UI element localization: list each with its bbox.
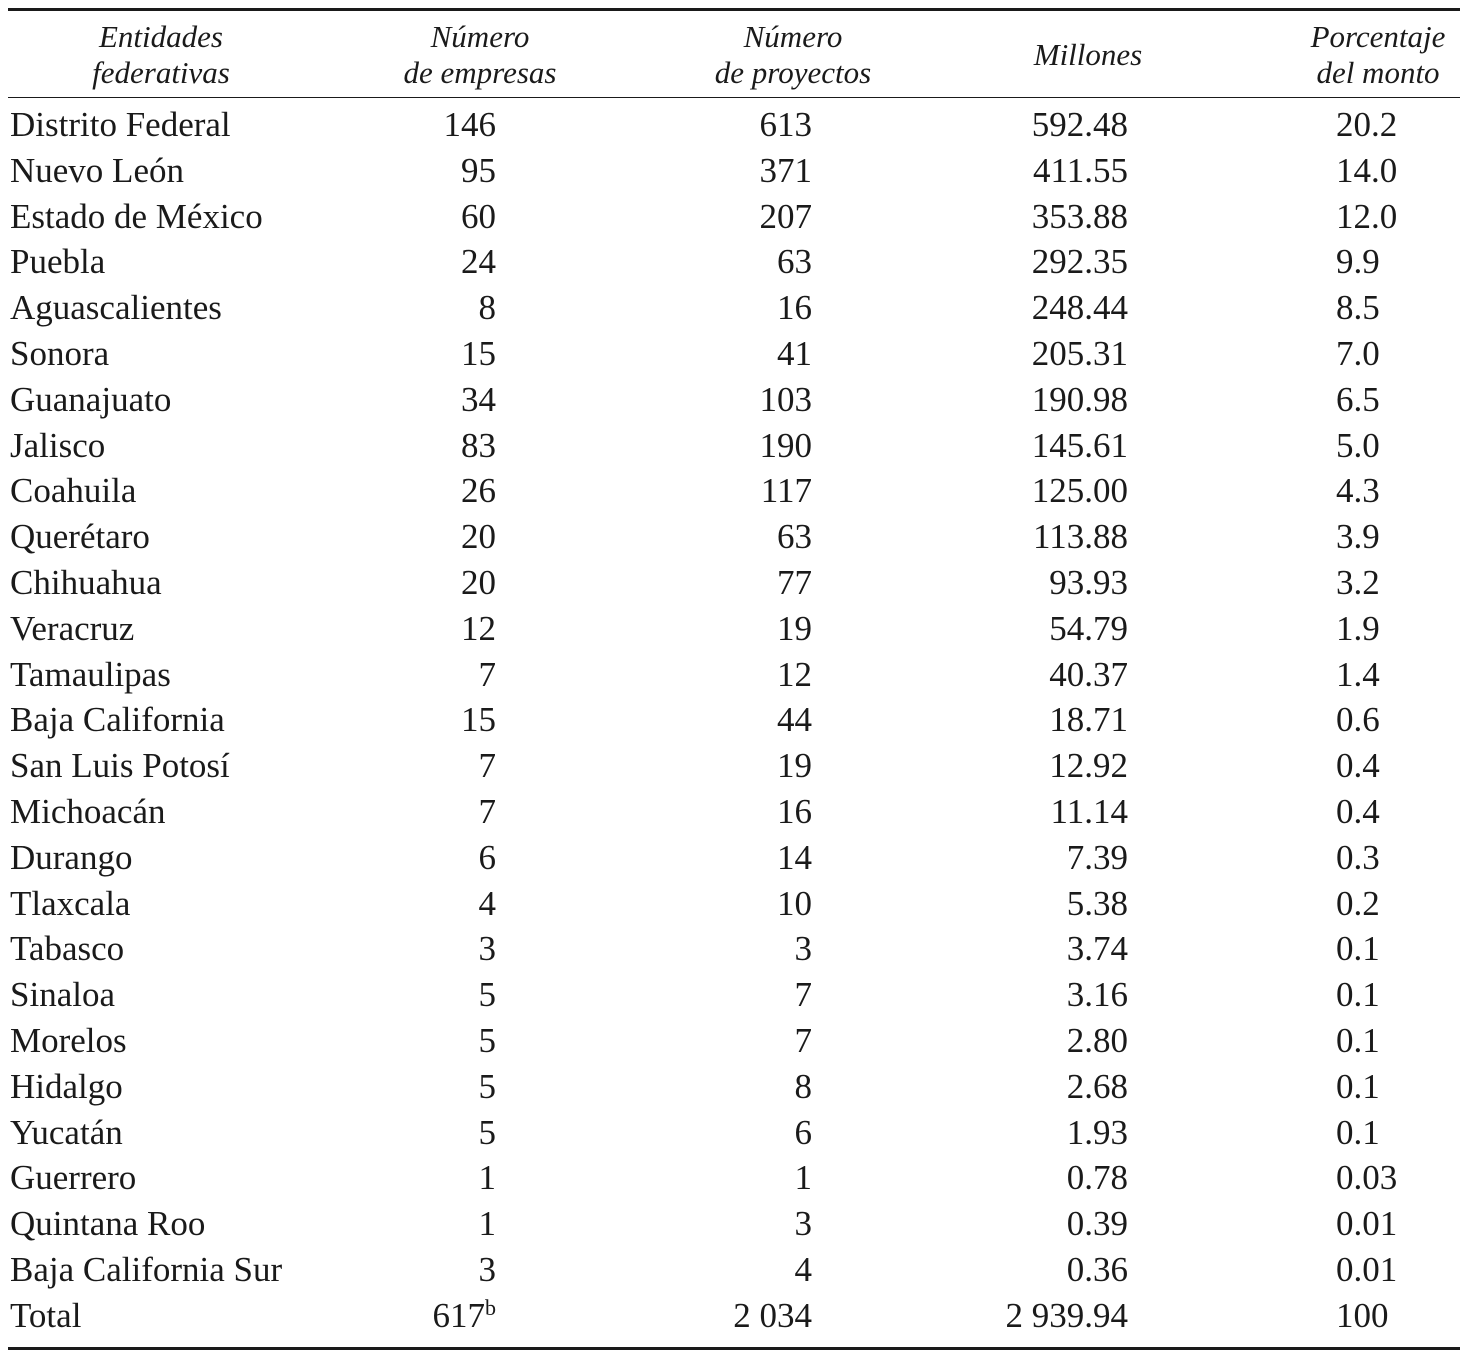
table-row <box>8 560 1460 606</box>
cell-millones: 11.14 <box>1050 791 1128 831</box>
cell-empresas: 4 <box>478 883 496 923</box>
cell-empresas: 95 <box>461 150 496 190</box>
cell-porcentaje: 0.6 <box>1336 700 1380 740</box>
cell-millones: 3.74 <box>1066 929 1128 969</box>
cell-porcentaje: 0.3 <box>1336 837 1380 877</box>
cell-entidad: Coahuila <box>10 471 137 511</box>
cell-porcentaje: 0.01 <box>1336 1249 1398 1289</box>
table-row <box>8 1018 1460 1064</box>
cell-millones: 145.61 <box>1031 425 1128 465</box>
cell-empresas: 20 <box>461 562 496 602</box>
cell-entidad: Jalisco <box>10 425 106 465</box>
cell-porcentaje: 0.1 <box>1336 1020 1380 1060</box>
footnote-marker: b <box>485 1294 496 1320</box>
cell-empresas: 146 <box>443 105 496 144</box>
table-row <box>8 1201 1460 1247</box>
cell-millones: 292.35 <box>1031 242 1128 282</box>
cell-proyectos: 63 <box>777 517 812 557</box>
cell-empresas: 7 <box>478 654 496 694</box>
cell-porcentaje: 0.1 <box>1336 1066 1380 1106</box>
cell-entidad: Michoacán <box>10 791 166 831</box>
cell-proyectos: 3 <box>794 1204 812 1244</box>
cell-porcentaje: 20.2 <box>1336 105 1398 144</box>
cell-proyectos: 4 <box>794 1249 812 1289</box>
total-label: Total <box>10 1295 82 1335</box>
total-row <box>8 1293 1460 1339</box>
cell-empresas: 15 <box>461 700 496 740</box>
cell-empresas: 83 <box>461 425 496 465</box>
cell-empresas: 7 <box>478 791 496 831</box>
cell-entidad: Hidalgo <box>10 1066 123 1106</box>
cell-millones: 411.55 <box>1033 150 1128 190</box>
cell-empresas: 3 <box>478 1249 496 1289</box>
cell-entidad: Querétaro <box>10 517 150 557</box>
cell-porcentaje: 1.4 <box>1336 654 1380 694</box>
cell-porcentaje: 0.01 <box>1336 1204 1398 1244</box>
cell-porcentaje: 3.2 <box>1336 562 1380 602</box>
cell-proyectos: 77 <box>777 562 812 602</box>
cell-entidad: Guanajuato <box>10 379 172 419</box>
table-body <box>8 98 1460 1293</box>
cell-proyectos: 16 <box>777 288 812 328</box>
cell-porcentaje: 0.1 <box>1336 975 1380 1015</box>
table-row <box>8 331 1460 377</box>
cell-empresas: 5 <box>478 1066 496 1106</box>
cell-porcentaje: 9.9 <box>1336 242 1380 282</box>
header-empresas: Número de empresas <box>403 19 557 90</box>
cell-entidad: Sinaloa <box>10 975 115 1015</box>
cell-millones: 353.88 <box>1031 196 1128 236</box>
cell-entidad: Guerrero <box>10 1158 137 1198</box>
cell-millones: 7.39 <box>1066 837 1128 877</box>
cell-proyectos: 1 <box>794 1158 812 1198</box>
header-millones: Millones <box>1033 37 1143 72</box>
cell-entidad: Yucatán <box>10 1112 123 1152</box>
table-row <box>8 1064 1460 1110</box>
cell-millones: 54.79 <box>1049 608 1128 648</box>
table-row <box>8 743 1460 789</box>
cell-entidad: Estado de México <box>10 196 263 236</box>
cell-empresas: 26 <box>461 471 496 511</box>
table-row <box>8 514 1460 560</box>
cell-millones: 18.71 <box>1049 700 1128 740</box>
cell-proyectos: 371 <box>759 150 812 190</box>
cell-empresas: 5 <box>478 975 496 1015</box>
cell-porcentaje: 6.5 <box>1336 379 1380 419</box>
cell-porcentaje: 5.0 <box>1336 425 1380 465</box>
cell-porcentaje: 0.2 <box>1336 883 1380 923</box>
cell-empresas: 3 <box>478 929 496 969</box>
cell-empresas: 5 <box>478 1112 496 1152</box>
table-row <box>8 102 1460 148</box>
cell-millones: 190.98 <box>1031 379 1128 419</box>
table-row <box>8 377 1460 423</box>
total-porcentaje: 100 <box>1336 1295 1389 1335</box>
cell-empresas: 15 <box>461 333 496 373</box>
cell-millones: 1.93 <box>1066 1112 1128 1152</box>
cell-entidad: Morelos <box>10 1020 127 1060</box>
data-table <box>8 8 1460 1350</box>
cell-entidad: Tlaxcala <box>10 883 131 923</box>
table-row <box>8 881 1460 927</box>
cell-proyectos: 207 <box>759 196 812 236</box>
cell-proyectos: 14 <box>777 837 812 877</box>
cell-entidad: Nuevo León <box>10 150 184 190</box>
cell-entidad: Distrito Federal <box>10 105 231 144</box>
cell-empresas: 6 <box>478 837 496 877</box>
bottom-rule <box>8 1347 1460 1350</box>
cell-proyectos: 613 <box>759 105 812 144</box>
total-millones: 2 939.94 <box>1005 1295 1128 1335</box>
cell-millones: 592.48 <box>1031 105 1128 144</box>
cell-millones: 3.16 <box>1066 975 1128 1015</box>
cell-proyectos: 19 <box>777 746 812 786</box>
header-porcentaje: Porcentaje del monto <box>1310 19 1446 90</box>
table-row <box>8 789 1460 835</box>
cell-empresas: 24 <box>461 242 496 282</box>
cell-proyectos: 8 <box>794 1066 812 1106</box>
cell-porcentaje: 14.0 <box>1336 150 1398 190</box>
cell-porcentaje: 0.1 <box>1336 929 1380 969</box>
cell-millones: 248.44 <box>1031 288 1128 328</box>
header-proyectos: Número de proyectos <box>714 19 872 90</box>
cell-millones: 12.92 <box>1049 746 1128 786</box>
cell-empresas: 60 <box>461 196 496 236</box>
cell-proyectos: 10 <box>777 883 812 923</box>
total-proyectos: 2 034 <box>733 1295 812 1335</box>
cell-empresas: 1 <box>478 1204 496 1244</box>
cell-millones: 2.80 <box>1066 1020 1128 1060</box>
cell-empresas: 12 <box>461 608 496 648</box>
cell-entidad: Chihuahua <box>10 562 162 602</box>
cell-entidad: Quintana Roo <box>10 1204 206 1244</box>
cell-millones: 0.39 <box>1066 1204 1128 1244</box>
cell-millones: 2.68 <box>1066 1066 1128 1106</box>
table-row <box>8 697 1460 743</box>
cell-millones: 125.00 <box>1031 471 1128 511</box>
cell-proyectos: 19 <box>777 608 812 648</box>
cell-proyectos: 190 <box>759 425 812 465</box>
cell-porcentaje: 0.1 <box>1336 1112 1380 1152</box>
cell-millones: 0.78 <box>1066 1158 1128 1198</box>
cell-proyectos: 63 <box>777 242 812 282</box>
cell-millones: 113.88 <box>1033 517 1128 557</box>
cell-proyectos: 41 <box>777 333 812 373</box>
cell-millones: 0.36 <box>1066 1249 1128 1289</box>
cell-entidad: Baja California <box>10 700 225 740</box>
cell-empresas: 7 <box>478 746 496 786</box>
table-header <box>8 11 1460 97</box>
cell-entidad: Veracruz <box>10 608 135 648</box>
cell-porcentaje: 7.0 <box>1336 333 1380 373</box>
cell-entidad: Aguascalientes <box>10 288 222 328</box>
table-row <box>8 285 1460 331</box>
cell-empresas: 34 <box>461 379 496 419</box>
table-row <box>8 835 1460 881</box>
cell-proyectos: 7 <box>794 1020 812 1060</box>
cell-porcentaje: 0.4 <box>1336 746 1380 786</box>
cell-porcentaje: 4.3 <box>1336 471 1380 511</box>
table-row <box>8 652 1460 698</box>
cell-entidad: Baja California Sur <box>10 1249 283 1289</box>
cell-empresas: 5 <box>478 1020 496 1060</box>
table-row <box>8 148 1460 194</box>
total-empresas: 617$^b$ <box>432 1294 496 1335</box>
cell-entidad: Tabasco <box>10 929 125 969</box>
table-row <box>8 468 1460 514</box>
cell-millones: 40.37 <box>1049 654 1128 694</box>
cell-porcentaje: 12.0 <box>1336 196 1398 236</box>
cell-proyectos: 12 <box>777 654 812 694</box>
cell-entidad: Sonora <box>10 333 110 373</box>
cell-proyectos: 6 <box>794 1112 812 1152</box>
cell-porcentaje: 0.4 <box>1336 791 1380 831</box>
cell-proyectos: 117 <box>760 471 812 511</box>
cell-entidad: Durango <box>10 837 133 877</box>
cell-empresas: 8 <box>478 288 496 328</box>
cell-proyectos: 44 <box>777 700 812 740</box>
cell-entidad: Puebla <box>10 242 106 282</box>
cell-proyectos: 7 <box>794 975 812 1015</box>
cell-porcentaje: 1.9 <box>1336 608 1380 648</box>
cell-proyectos: 3 <box>794 929 812 969</box>
table-row <box>8 1155 1460 1201</box>
table-row <box>8 1247 1460 1293</box>
cell-millones: 93.93 <box>1049 562 1128 602</box>
cell-entidad: San Luis Potosí <box>10 746 230 786</box>
cell-entidad: Tamaulipas <box>10 654 171 694</box>
cell-millones: 5.38 <box>1066 883 1128 923</box>
table-row <box>8 194 1460 240</box>
cell-porcentaje: 0.03 <box>1336 1158 1398 1198</box>
cell-porcentaje: 8.5 <box>1336 288 1380 328</box>
cell-proyectos: 103 <box>759 379 812 419</box>
cell-empresas: 20 <box>461 517 496 557</box>
cell-empresas: 1 <box>478 1158 496 1198</box>
table-row <box>8 926 1460 972</box>
cell-millones: 205.31 <box>1031 333 1128 373</box>
table-row <box>8 1110 1460 1156</box>
header-entidades: Entidades federativas <box>92 19 230 90</box>
table-row <box>8 972 1460 1018</box>
cell-proyectos: 16 <box>777 791 812 831</box>
table-row <box>8 423 1460 469</box>
table-row <box>8 606 1460 652</box>
cell-porcentaje: 3.9 <box>1336 517 1380 557</box>
table-row <box>8 239 1460 285</box>
